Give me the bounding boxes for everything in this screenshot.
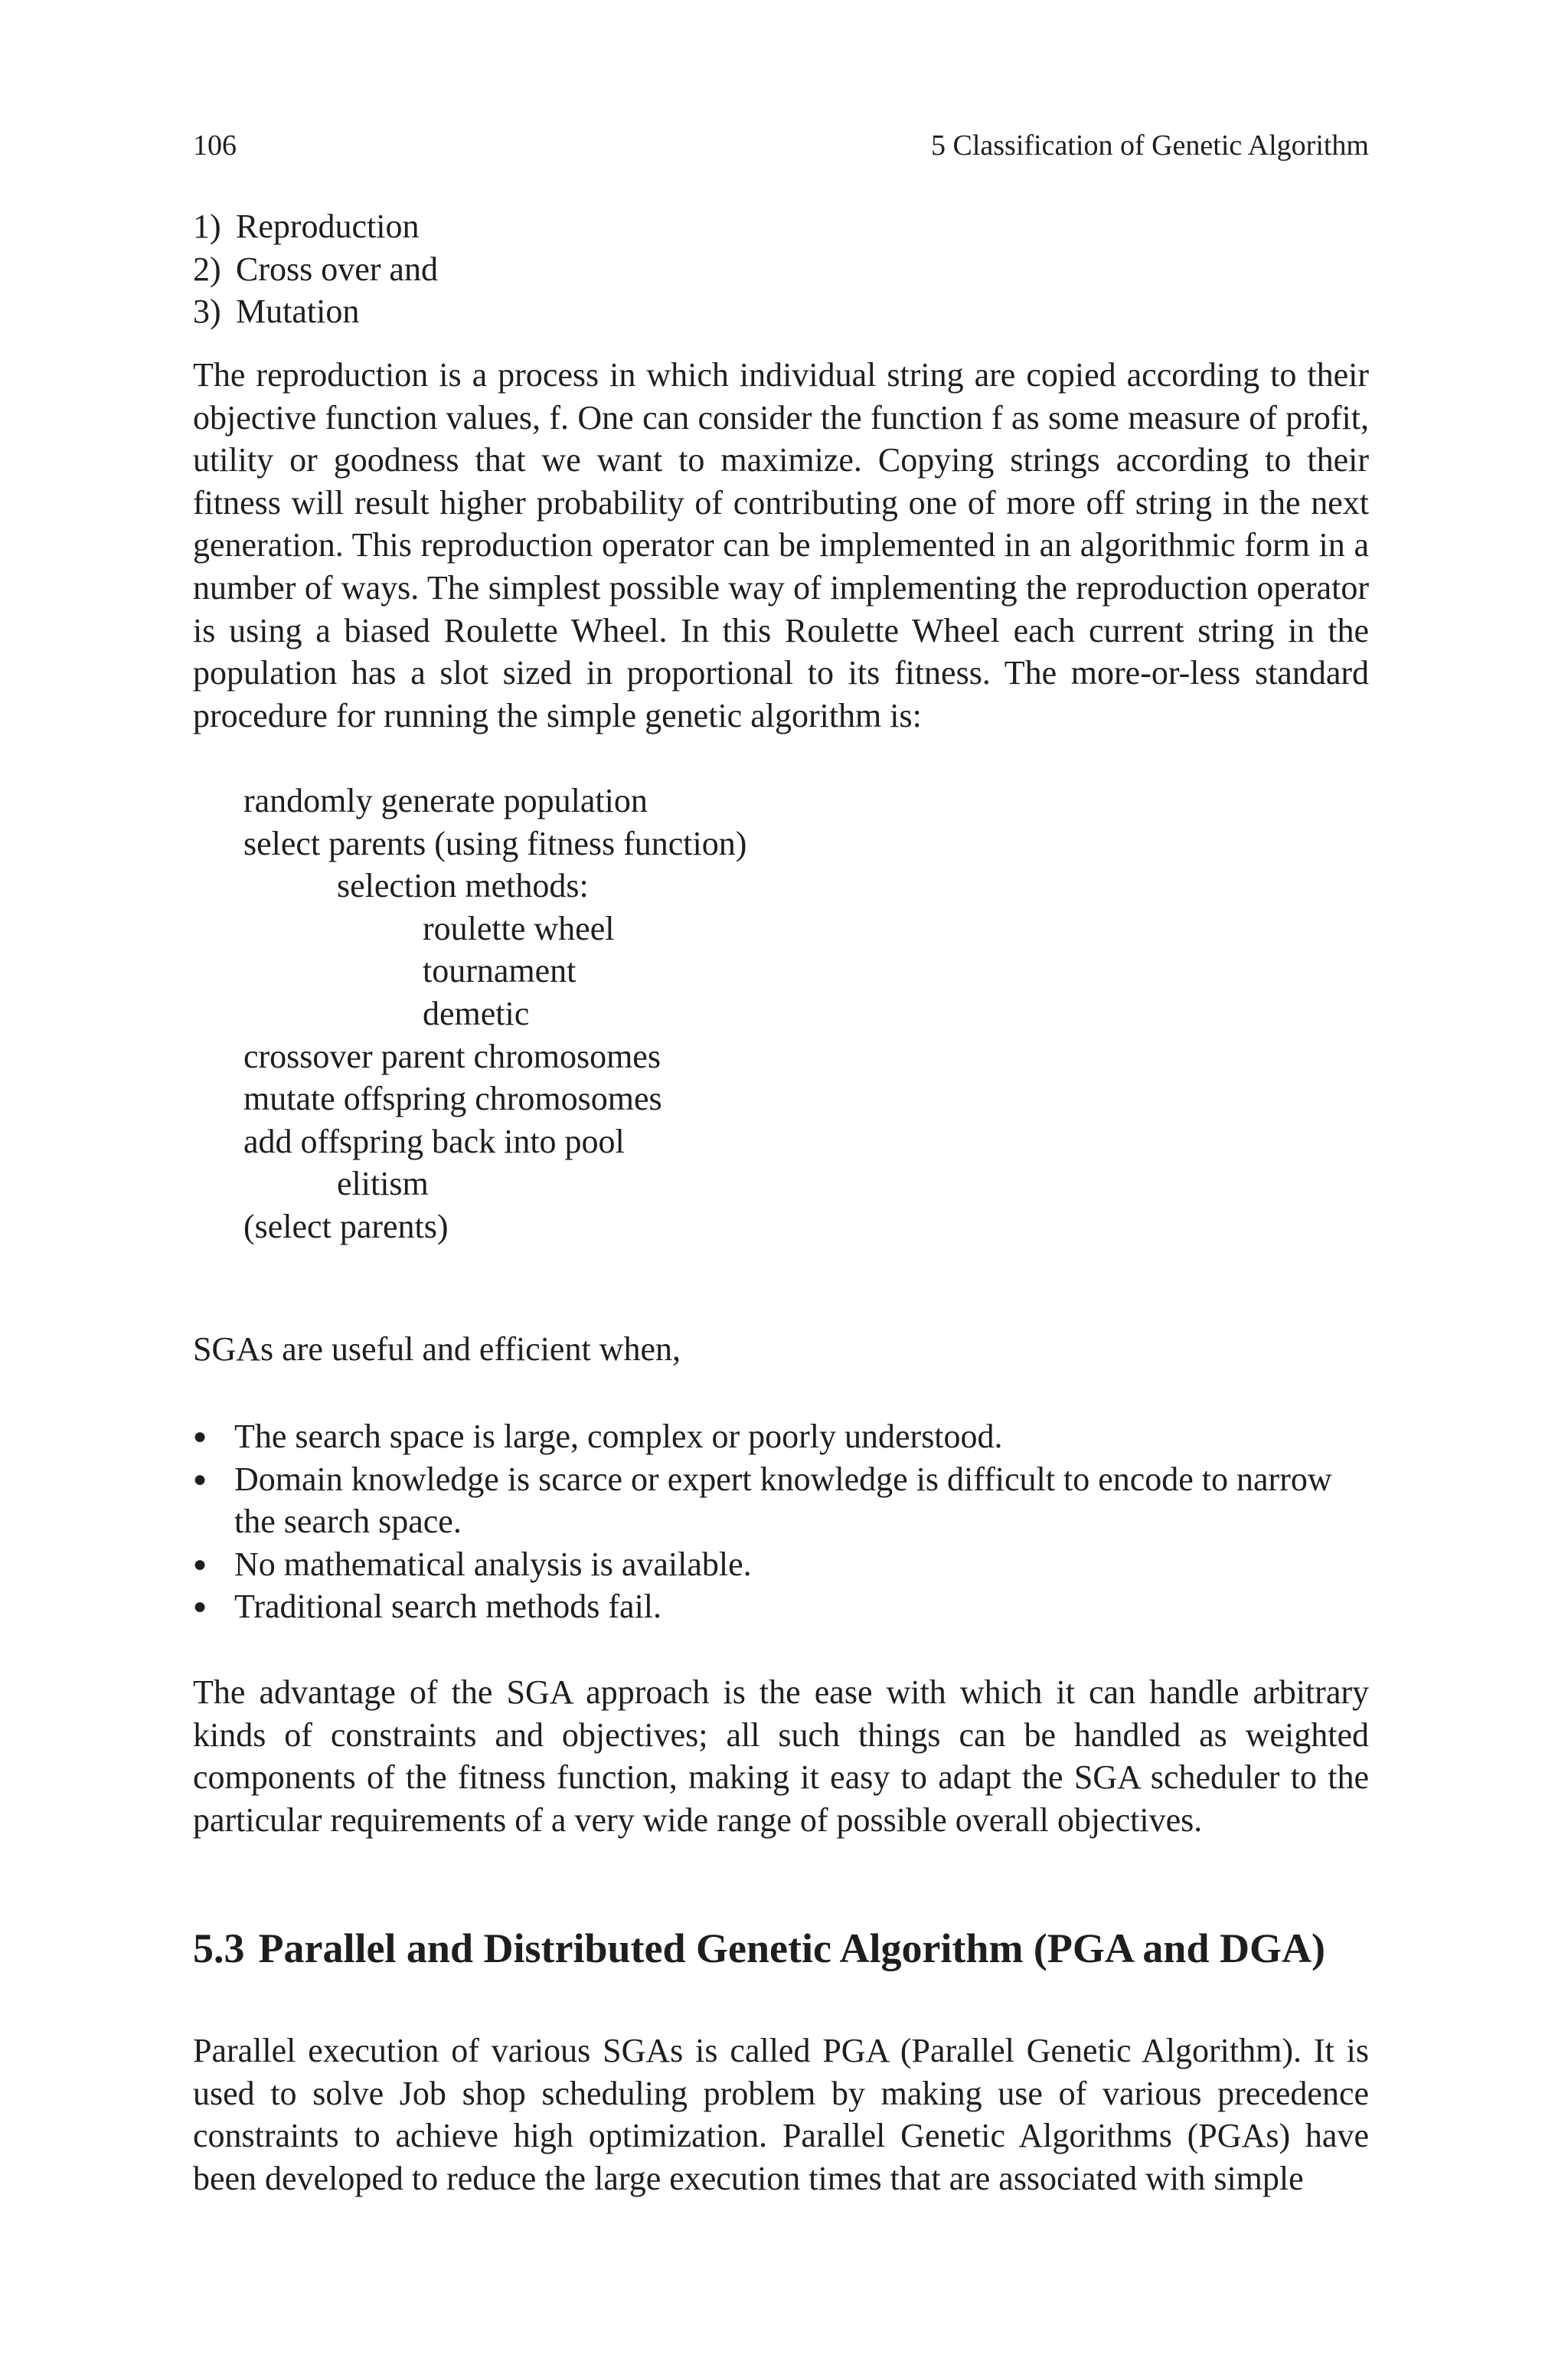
pseudocode-line: demetic (423, 994, 530, 1032)
bullet-item (193, 1415, 1369, 1458)
list-number: 1) (193, 208, 221, 245)
pseudocode-line: roulette wheel (423, 909, 615, 947)
bullet-icon: ● (193, 1466, 207, 1492)
pseudocode-line: select parents (using fitness function) (243, 824, 747, 862)
bullet-list (193, 1415, 1369, 1628)
bullet-item (193, 1585, 1369, 1628)
bullet-text: Domain knowledge is scarce or expert knowledge is difficult to encode to narrow the search space. (234, 1460, 1332, 1541)
pseudocode-line: crossover parent chromosomes (243, 1037, 661, 1075)
section-heading (193, 1922, 1369, 1974)
reproduction-paragraph: The reproduction is a process in which individual string are copied according to their objective function values, f. One can consider the function f as some measure of profit, utility or goodness that we want to maximize. Copying strings according to their fitness will result higher probability of contributing one of more off string in the next generation. This reproduction operator can be implemented in an algorithmic form in a number of ways. The simplest possible way of implementing the reproduction operator is using a biased Roulette Wheel. In this Roulette Wheel each current string in the population has a slot sized in proportional to its fitness. The more-or-less standard procedure for running the simple genetic algorithm is: (193, 356, 1369, 734)
list-item (193, 205, 1369, 248)
pseudocode-line: (select parents) (243, 1207, 449, 1245)
bullet-text: The search space is large, complex or poorly understood. (234, 1418, 1003, 1455)
pseudocode-line: randomly generate population (243, 782, 648, 819)
section-number: 5.3 (193, 1925, 245, 1971)
list-number: 2) (193, 250, 221, 288)
pseudocode-line: elitism (337, 1165, 429, 1203)
bullet-text: No mathematical analysis is available. (234, 1545, 752, 1583)
bullet-text: Traditional search methods fail. (234, 1588, 662, 1626)
list-text: Cross over and (236, 250, 438, 288)
pseudocode-line: selection methods: (337, 867, 589, 905)
pseudocode-block (193, 780, 1369, 1248)
chapter-title: 5 Classification of Genetic Algorithm (930, 129, 1369, 162)
bullet-icon: ● (193, 1424, 207, 1449)
running-head (193, 126, 1369, 165)
list-text: Reproduction (236, 208, 420, 245)
section-title: Parallel and Distributed Genetic Algorithm (PGA and DGA) (258, 1925, 1325, 1971)
operator-list (193, 205, 1369, 333)
page-number: 106 (193, 129, 237, 162)
bullet-item (193, 1458, 1369, 1543)
list-text: Mutation (236, 293, 360, 331)
advantage-paragraph: The advantage of the SGA approach is the ease with which it can handle arbitrary kinds of constraints and objectives; all such things can be handled as weighted components of the fitness function, making it easy to adapt the SGA scheduler to the particular requirements of a very wide range of possible overall objectives. (193, 1673, 1369, 1839)
list-item (193, 248, 1369, 291)
pseudocode-line: tournament (423, 952, 577, 990)
bullet-icon: ● (193, 1551, 207, 1577)
bullet-icon: ● (193, 1594, 207, 1620)
sga-intro: SGAs are useful and efficient when, (193, 1330, 681, 1368)
pseudocode-line: add offspring back into pool (243, 1122, 625, 1160)
pseudocode-line: mutate offspring chromosomes (243, 1080, 662, 1118)
list-number: 3) (193, 293, 221, 331)
pga-paragraph: Parallel execution of various SGAs is called PGA (Parallel Genetic Algorithm). It is used to solve Job shop scheduling problem by making use of various precedence constraints to achieve high optimization. Parallel Genetic Algorithms (PGAs) have been developed to reduce the large execution times that are associated with simple (193, 2032, 1369, 2197)
bullet-item (193, 1543, 1369, 1586)
list-item (193, 290, 1369, 333)
